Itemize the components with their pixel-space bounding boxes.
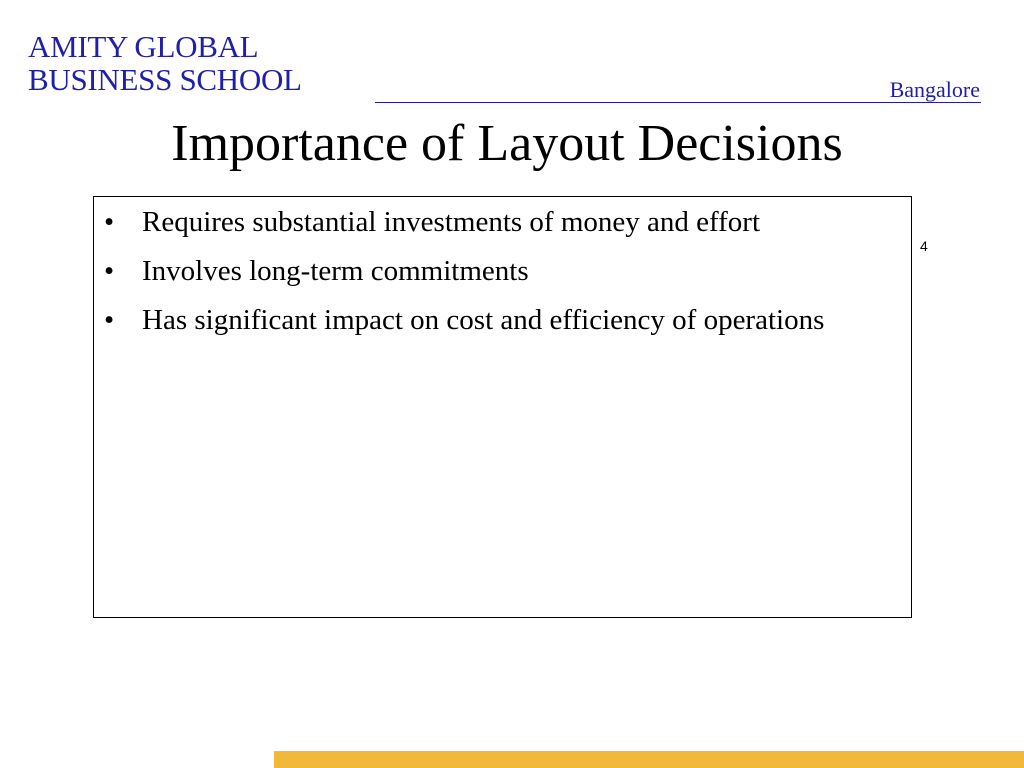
logo-line-1: AMITY GLOBAL — [28, 29, 259, 64]
bullet-text: Requires substantial investments of money and effort — [142, 206, 761, 238]
bullet-icon: • — [104, 255, 115, 287]
slide-title: Importance of Layout Decisions — [171, 115, 843, 172]
bullet-item — [94, 252, 891, 291]
bullet-icon: • — [104, 304, 115, 336]
logo-line-2: BUSINESS SCHOOL — [28, 62, 302, 97]
bullet-item — [94, 301, 891, 340]
bullet-text: Involves long-term commitments — [142, 255, 529, 287]
bullet-icon: • — [104, 206, 115, 238]
school-logo — [28, 30, 302, 96]
page-number: 4 — [920, 238, 928, 254]
bullet-list — [94, 197, 911, 340]
campus-label: Bangalore — [889, 77, 980, 102]
bullet-text: Has significant impact on cost and efficiency of operations — [142, 304, 825, 336]
bullet-item — [94, 203, 891, 242]
content-box — [93, 196, 912, 618]
footer-accent-bar — [274, 751, 1024, 768]
header-rule — [375, 102, 981, 103]
